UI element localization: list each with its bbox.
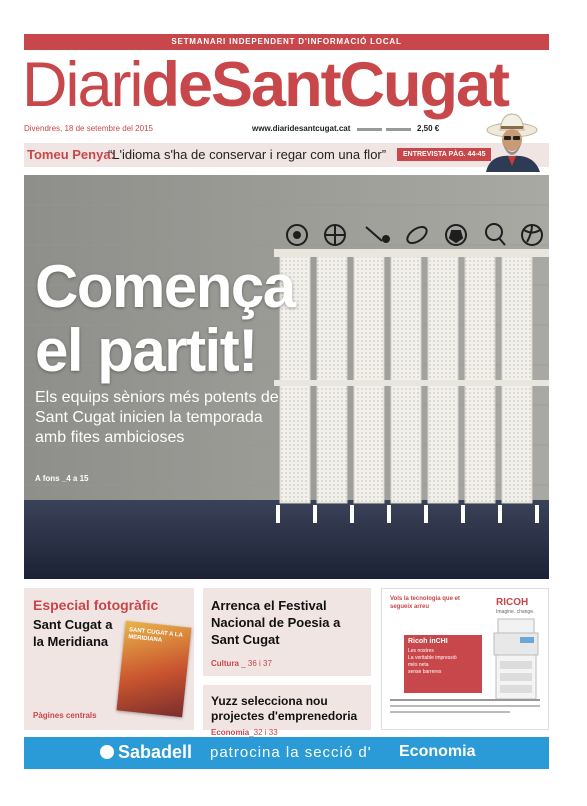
box3-title: Yuzz selecciona nou projectes d'emprenedoria xyxy=(211,694,358,723)
box2-title: Arrenca el Festival Nacional de Poesia a Sant Cugat xyxy=(211,598,341,647)
divider-bar xyxy=(386,128,411,131)
issue-date: Divendres, 18 de setembre del 2015 xyxy=(24,124,153,133)
box2-pages: _ 36 i 37 xyxy=(241,659,272,668)
photo-special-box[interactable] xyxy=(24,588,194,730)
tagline-text: SETMANARI INDEPENDENT D'INFORMACIÓ LOCAL xyxy=(171,37,402,46)
ad-fineprint-line xyxy=(390,705,540,707)
masthead-desantcugat: deSantCugat xyxy=(141,50,509,120)
ad-inset-line: més neta xyxy=(408,662,429,668)
ad-inset-title: Ricoh inCHI xyxy=(408,638,448,645)
masthead-diari: Diari xyxy=(22,50,142,120)
hero-headline[interactable]: Comença el partit! xyxy=(35,253,295,384)
magazine-cover[interactable] xyxy=(116,621,191,717)
box1-title: Sant Cugat a la Meridiana xyxy=(33,617,113,649)
ad-inset-line: sense barreres xyxy=(408,669,442,675)
box3-pages: _32 i 33 xyxy=(249,728,278,737)
poetry-festival-box[interactable] xyxy=(203,588,371,676)
sabadell-sponsor-banner[interactable] xyxy=(24,737,549,769)
interviewee-name: Tomeu Penya: xyxy=(27,147,115,162)
basketball-icon xyxy=(325,225,345,245)
site-url[interactable]: www.diaridesantcugat.cat xyxy=(252,124,351,133)
box1-page-ref: Pàgines centrals xyxy=(33,711,97,720)
interview-quote: “L'idioma s'ha de conservar i regar com una flor” xyxy=(108,147,387,162)
sponsor-text: patrocina la secció d' xyxy=(210,744,372,761)
ricoh-logo: RICOH xyxy=(496,597,529,608)
hero-page-ref: A fons _4 a 15 xyxy=(35,474,89,483)
ricoh-tagline: Imagine. change. xyxy=(496,609,535,615)
box2-ref xyxy=(211,659,272,668)
ad-headline: Vols la tecnologia que et segueix arreu xyxy=(390,596,460,610)
ad-fineprint-line xyxy=(390,711,510,713)
ad-inset xyxy=(404,635,482,693)
interviewee-portrait xyxy=(478,108,550,172)
cover-title: SANT CUGAT A LA MERIDIANA xyxy=(127,627,183,644)
divider-bar xyxy=(357,128,382,131)
printer-illustration xyxy=(490,617,542,701)
ad-fineprint-line xyxy=(390,699,540,701)
box3-section: Economia xyxy=(211,728,250,737)
ad-inset-line: Les nostres xyxy=(408,648,434,654)
sabadell-brand: Sabadell xyxy=(118,742,193,762)
box3-title-row xyxy=(211,694,371,740)
interview-strip[interactable] xyxy=(24,143,549,167)
date-line xyxy=(24,121,549,137)
ricoh-advert[interactable] xyxy=(381,588,549,730)
tagline-bar xyxy=(24,34,549,50)
box2-section: Cultura xyxy=(211,659,239,668)
hero-subtitle: Els equips sèniors més potents de Sant Cugat inicien la temporada amb fites ambicioses xyxy=(35,389,279,446)
issue-price: 2,50 € xyxy=(417,124,440,133)
box1-kicker: Especial fotogràfic xyxy=(33,597,159,613)
ad-inset-line: La veritable impressió xyxy=(408,655,457,661)
sabadell-logo-icon xyxy=(100,745,114,759)
interview-page-tag[interactable]: ENTREVISTA PÀG. 44-45 xyxy=(397,148,491,161)
yuzz-box[interactable] xyxy=(203,685,371,737)
sponsor-section: Economia xyxy=(399,743,476,760)
